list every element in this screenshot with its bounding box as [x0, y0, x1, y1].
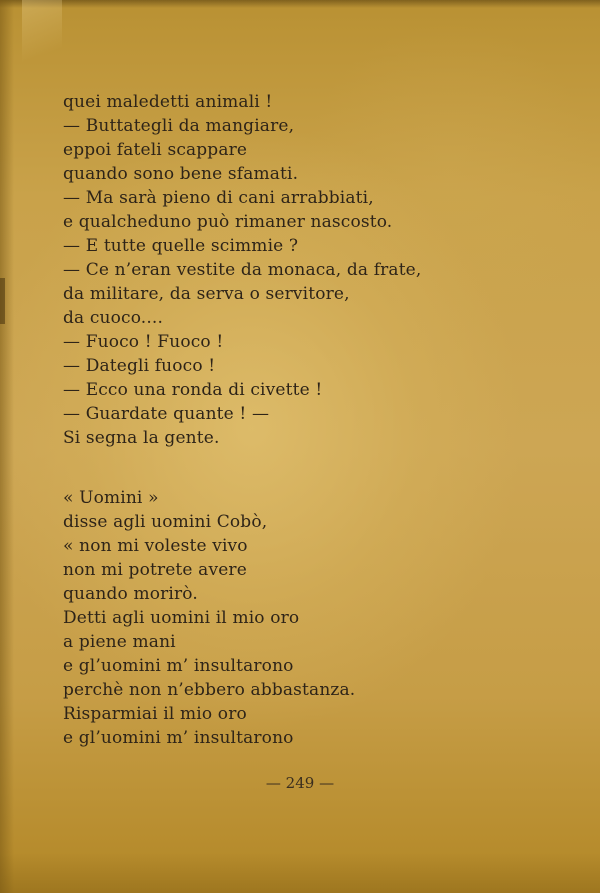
verse-line: — Buttategli da mangiare,: [63, 116, 295, 136]
verse-line: e gl’uomini m’ insultarono: [63, 656, 294, 676]
page-top-edge-shadow: [0, 0, 600, 8]
verse-line: Detti agli uomini il mio oro: [63, 608, 300, 628]
stanza-block-cobo: [63, 486, 355, 750]
stanza-block-dialogue: [63, 90, 421, 450]
verse-line: — Guardate quante ! —: [63, 404, 270, 424]
verse-line: da militare, da serva o servitore,: [63, 284, 350, 304]
verse-line: quando morirò.: [63, 584, 198, 604]
verse-line: « non mi voleste vivo: [63, 536, 248, 556]
verse-line: — E tutte quelle scimmie ?: [63, 236, 299, 256]
verse-line: « Uomini »: [63, 488, 159, 508]
verse-line: da cuoco....: [63, 308, 163, 328]
verse-line: a piene mani: [63, 632, 176, 652]
verse-line: — Fuoco ! Fuoco !: [63, 332, 224, 352]
verse-line: — Ma sarà pieno di cani arrabbiati,: [63, 188, 374, 208]
verse-line: — Dategli fuoco !: [63, 356, 216, 376]
verse-line: — Ce n’eran vestite da monaca, da frate,: [63, 260, 422, 280]
verse-line: disse agli uomini Cobò,: [63, 512, 268, 532]
verse-line: e qualcheduno può rimaner nascosto.: [63, 212, 393, 232]
page-number: — 249 —: [265, 774, 335, 792]
page-edge-stain: [0, 278, 5, 324]
verse-line: eppoi fateli scappare: [63, 140, 248, 160]
verse-line: Si segna la gente.: [63, 428, 220, 448]
verse-line: quei maledetti animali !: [63, 92, 273, 112]
verse-line: perchè non n’ebbero abbastanza.: [63, 680, 356, 700]
verse-line: non mi potrete avere: [63, 560, 247, 580]
verse-line: quando sono bene sfamati.: [63, 164, 299, 184]
verse-line: — Ecco una ronda di civette !: [63, 380, 323, 400]
page-corner-crease: [22, 0, 62, 90]
page-bottom-edge-shadow: [0, 853, 600, 893]
verse-line: Risparmiai il mio oro: [63, 704, 247, 724]
verse-line: e gl’uomini m’ insultarono: [63, 728, 294, 748]
page-left-edge-shadow: [0, 0, 14, 893]
